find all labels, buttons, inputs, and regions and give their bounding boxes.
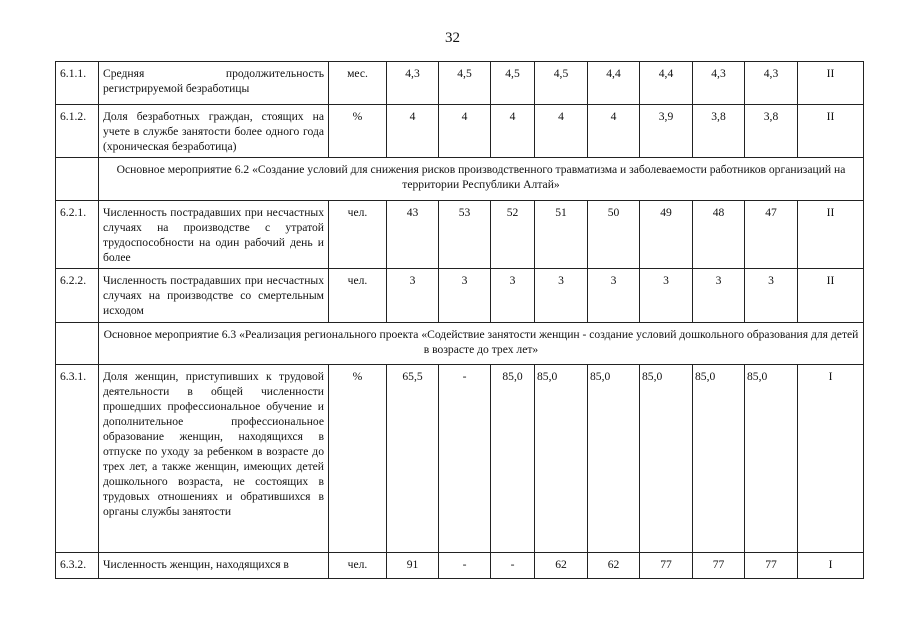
unit-cell: чел. bbox=[329, 201, 387, 269]
row-number: 6.3.1. bbox=[56, 365, 99, 553]
unit-cell: чел. bbox=[329, 553, 387, 579]
value-cell: 3,8 bbox=[693, 105, 745, 158]
empty-cell bbox=[56, 323, 99, 365]
table-row bbox=[56, 553, 864, 579]
value-cell: 4,5 bbox=[439, 62, 491, 105]
value-cell: 3,9 bbox=[640, 105, 693, 158]
value-cell: 3 bbox=[491, 269, 535, 323]
group-cell: I bbox=[798, 553, 864, 579]
row-number: 6.1.1. bbox=[56, 62, 99, 105]
value-cell: 43 bbox=[387, 201, 439, 269]
value-cell: 62 bbox=[588, 553, 640, 579]
row-number: 6.2.1. bbox=[56, 201, 99, 269]
indicator-name: Численность пострадавших при несчастных случаях на производстве с утратой трудоспособности на один рабочий день и более bbox=[99, 201, 329, 269]
value-cell: 4,5 bbox=[535, 62, 588, 105]
value-cell: 62 bbox=[535, 553, 588, 579]
value-cell: 4,4 bbox=[588, 62, 640, 105]
value-cell: - bbox=[439, 553, 491, 579]
value-cell: 77 bbox=[745, 553, 798, 579]
indicator-name: Доля безработных граждан, стоящих на учете в службе занятости более одного года (хроническая безработица) bbox=[99, 105, 329, 158]
value-cell: 3 bbox=[745, 269, 798, 323]
group-cell: II bbox=[798, 62, 864, 105]
section-row bbox=[56, 158, 864, 201]
group-cell: II bbox=[798, 105, 864, 158]
value-cell: 77 bbox=[640, 553, 693, 579]
value-cell: 3 bbox=[535, 269, 588, 323]
value-cell: 65,5 bbox=[387, 365, 439, 553]
value-cell: 85,0 bbox=[535, 365, 588, 553]
value-cell: 3 bbox=[588, 269, 640, 323]
unit-cell: мес. bbox=[329, 62, 387, 105]
indicator-name: Средняя продолжительность регистрируемой безработицы bbox=[99, 62, 329, 105]
value-cell: 85,0 bbox=[745, 365, 798, 553]
table-row bbox=[56, 105, 864, 158]
indicators-table bbox=[55, 61, 864, 579]
value-cell: 52 bbox=[491, 201, 535, 269]
value-cell: 50 bbox=[588, 201, 640, 269]
value-cell: 47 bbox=[745, 201, 798, 269]
row-number: 6.3.2. bbox=[56, 553, 99, 579]
page-number: 32 bbox=[445, 30, 460, 46]
indicator-name: Численность женщин, находящихся в bbox=[99, 553, 329, 579]
table-row bbox=[56, 269, 864, 323]
value-cell: 49 bbox=[640, 201, 693, 269]
indicator-name: Доля женщин, приступивших к трудовой деятельности в общей численности прошедших профессиональное обучение и дополнительное профессиональное образование женщин, находящихся в отпуске по уходу за ребенком в возрасте до трех лет, а также женщин, имеющих детей дошкольного возраста, не состоящих в трудовых отношениях и обратившихся в органы службы занятости bbox=[99, 365, 329, 553]
unit-cell: чел. bbox=[329, 269, 387, 323]
value-cell: 51 bbox=[535, 201, 588, 269]
value-cell: 85,0 bbox=[693, 365, 745, 553]
value-cell: 85,0 bbox=[640, 365, 693, 553]
group-cell: I bbox=[798, 365, 864, 553]
value-cell: 3,8 bbox=[745, 105, 798, 158]
value-cell: 4 bbox=[387, 105, 439, 158]
value-cell: 4 bbox=[588, 105, 640, 158]
value-cell: 4 bbox=[535, 105, 588, 158]
value-cell: 48 bbox=[693, 201, 745, 269]
table-row bbox=[56, 62, 864, 105]
section-heading: Основное мероприятие 6.2 «Создание условий для снижения рисков производственного травматизма и заболеваемости работников организаций на территории Республики Алтай» bbox=[99, 158, 864, 201]
value-cell: 85,0 bbox=[588, 365, 640, 553]
row-number: 6.1.2. bbox=[56, 105, 99, 158]
empty-cell bbox=[56, 158, 99, 201]
value-cell: 4,3 bbox=[693, 62, 745, 105]
value-cell: 53 bbox=[439, 201, 491, 269]
value-cell: - bbox=[491, 553, 535, 579]
value-cell: 3 bbox=[640, 269, 693, 323]
unit-cell: % bbox=[329, 365, 387, 553]
section-heading: Основное мероприятие 6.3 «Реализация регионального проекта «Содействие занятости женщин - создание условий дошкольного образования для детей в возрасте до трех лет» bbox=[99, 323, 864, 365]
value-cell: 85,0 bbox=[491, 365, 535, 553]
value-cell: 77 bbox=[693, 553, 745, 579]
unit-cell: % bbox=[329, 105, 387, 158]
value-cell: 4,5 bbox=[491, 62, 535, 105]
value-cell: - bbox=[439, 365, 491, 553]
section-row bbox=[56, 323, 864, 365]
value-cell: 4,3 bbox=[387, 62, 439, 105]
value-cell: 4,3 bbox=[745, 62, 798, 105]
value-cell: 4 bbox=[491, 105, 535, 158]
value-cell: 3 bbox=[693, 269, 745, 323]
group-cell: II bbox=[798, 269, 864, 323]
indicator-name: Численность пострадавших при несчастных случаях на производстве со смертельным исходом bbox=[99, 269, 329, 323]
value-cell: 4 bbox=[439, 105, 491, 158]
group-cell: II bbox=[798, 201, 864, 269]
value-cell: 91 bbox=[387, 553, 439, 579]
table-row bbox=[56, 201, 864, 269]
value-cell: 3 bbox=[387, 269, 439, 323]
row-number: 6.2.2. bbox=[56, 269, 99, 323]
value-cell: 3 bbox=[439, 269, 491, 323]
table-row bbox=[56, 365, 864, 553]
value-cell: 4,4 bbox=[640, 62, 693, 105]
